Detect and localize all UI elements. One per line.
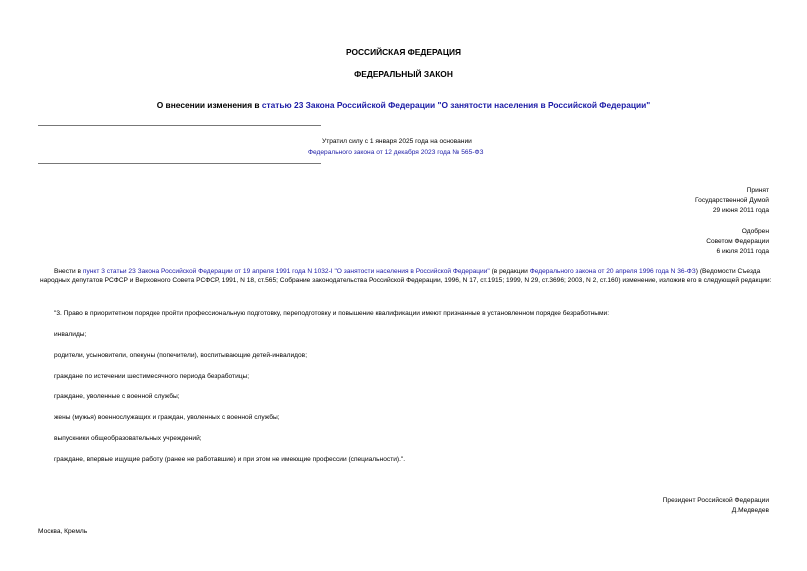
signature-position: Президент Российской Федерации [662,497,769,504]
notice-link[interactable]: Федерального закона от 12 декабря 2023 года № 565-ФЗ [308,149,484,156]
list-item: граждане, впервые ищущие работу (ранее не работавшие) и при этом не имеющие профессии (специальности).". [54,456,406,463]
accepted-line-1: Принят [746,187,769,194]
list-item: родители, усыновители, опекуны (попечители), воспитывающие детей-инвалидов; [54,352,308,359]
amendment-paragraph [40,267,775,285]
accepted-date: 29 июня 2011 года [712,207,769,214]
approved-line-2: Советом Федерации [706,238,769,245]
accepted-line-2: Государственной Думой [695,197,769,204]
article-link[interactable]: пункт 3 статьи 23 Закона Российской Федерации от 19 апреля 1991 года N 1032-I "О занятости населения в Российской Федерации" [82,268,490,275]
amendment-text-end: ) (Ведомости Съезда народных депутатов РСФСР и Верховного Совета РСФСР, 1991, N 18, ст.565; Собрание законодательства Российской Федерации, 1996, N 17, ст.1915; 1999, N 29, ст.3696; 2003, N 2, ст.160) изменение, изложив его в следующей редакции: [40,268,772,284]
notice-text: Утратил силу с 1 января 2025 года на основании [322,138,472,145]
list-item: жены (мужья) военнослужащих и граждан, уволенных с военной службы; [54,414,280,421]
notice-top-rule [38,125,321,126]
list-item: граждане, уволенные с военной службы; [54,393,180,400]
country-heading: РОССИЙСКАЯ ФЕДЕРАЦИЯ [345,47,462,57]
law-title [0,100,807,110]
law-type-heading: ФЕДЕРАЛЬНЫЙ ЗАКОН [354,69,453,79]
place-of-signing: Москва, Кремль [38,528,88,535]
list-item: инвалиды; [54,331,87,338]
approved-line-1: Одобрен [741,228,769,235]
notice-bottom-rule [38,163,321,164]
amendment-text-start: Внести в [54,268,83,275]
item-intro: "3. Право в приоритетном порядке пройти профессиональную подготовку, переподготовку и повышение квалификации имеют признанные в установленном порядке безработными: [54,310,610,317]
amendment-text-mid: (в редакции [489,268,530,275]
law-title-link[interactable]: статью 23 Закона Российской Федерации "О занятости населения в Российской Федерации" [261,100,651,110]
list-item: выпускники общеобразовательных учреждений; [54,435,202,442]
signature-name: Д.Медведев [731,507,769,514]
amendment-law-link[interactable]: Федерального закона от 20 апреля 1996 года N 36-ФЗ [529,268,696,275]
list-item: граждане по истечении шестимесячного периода безработицы; [54,373,250,380]
law-title-prefix: О внесении изменения в [156,100,262,110]
approved-date: 6 июля 2011 года [716,248,769,255]
